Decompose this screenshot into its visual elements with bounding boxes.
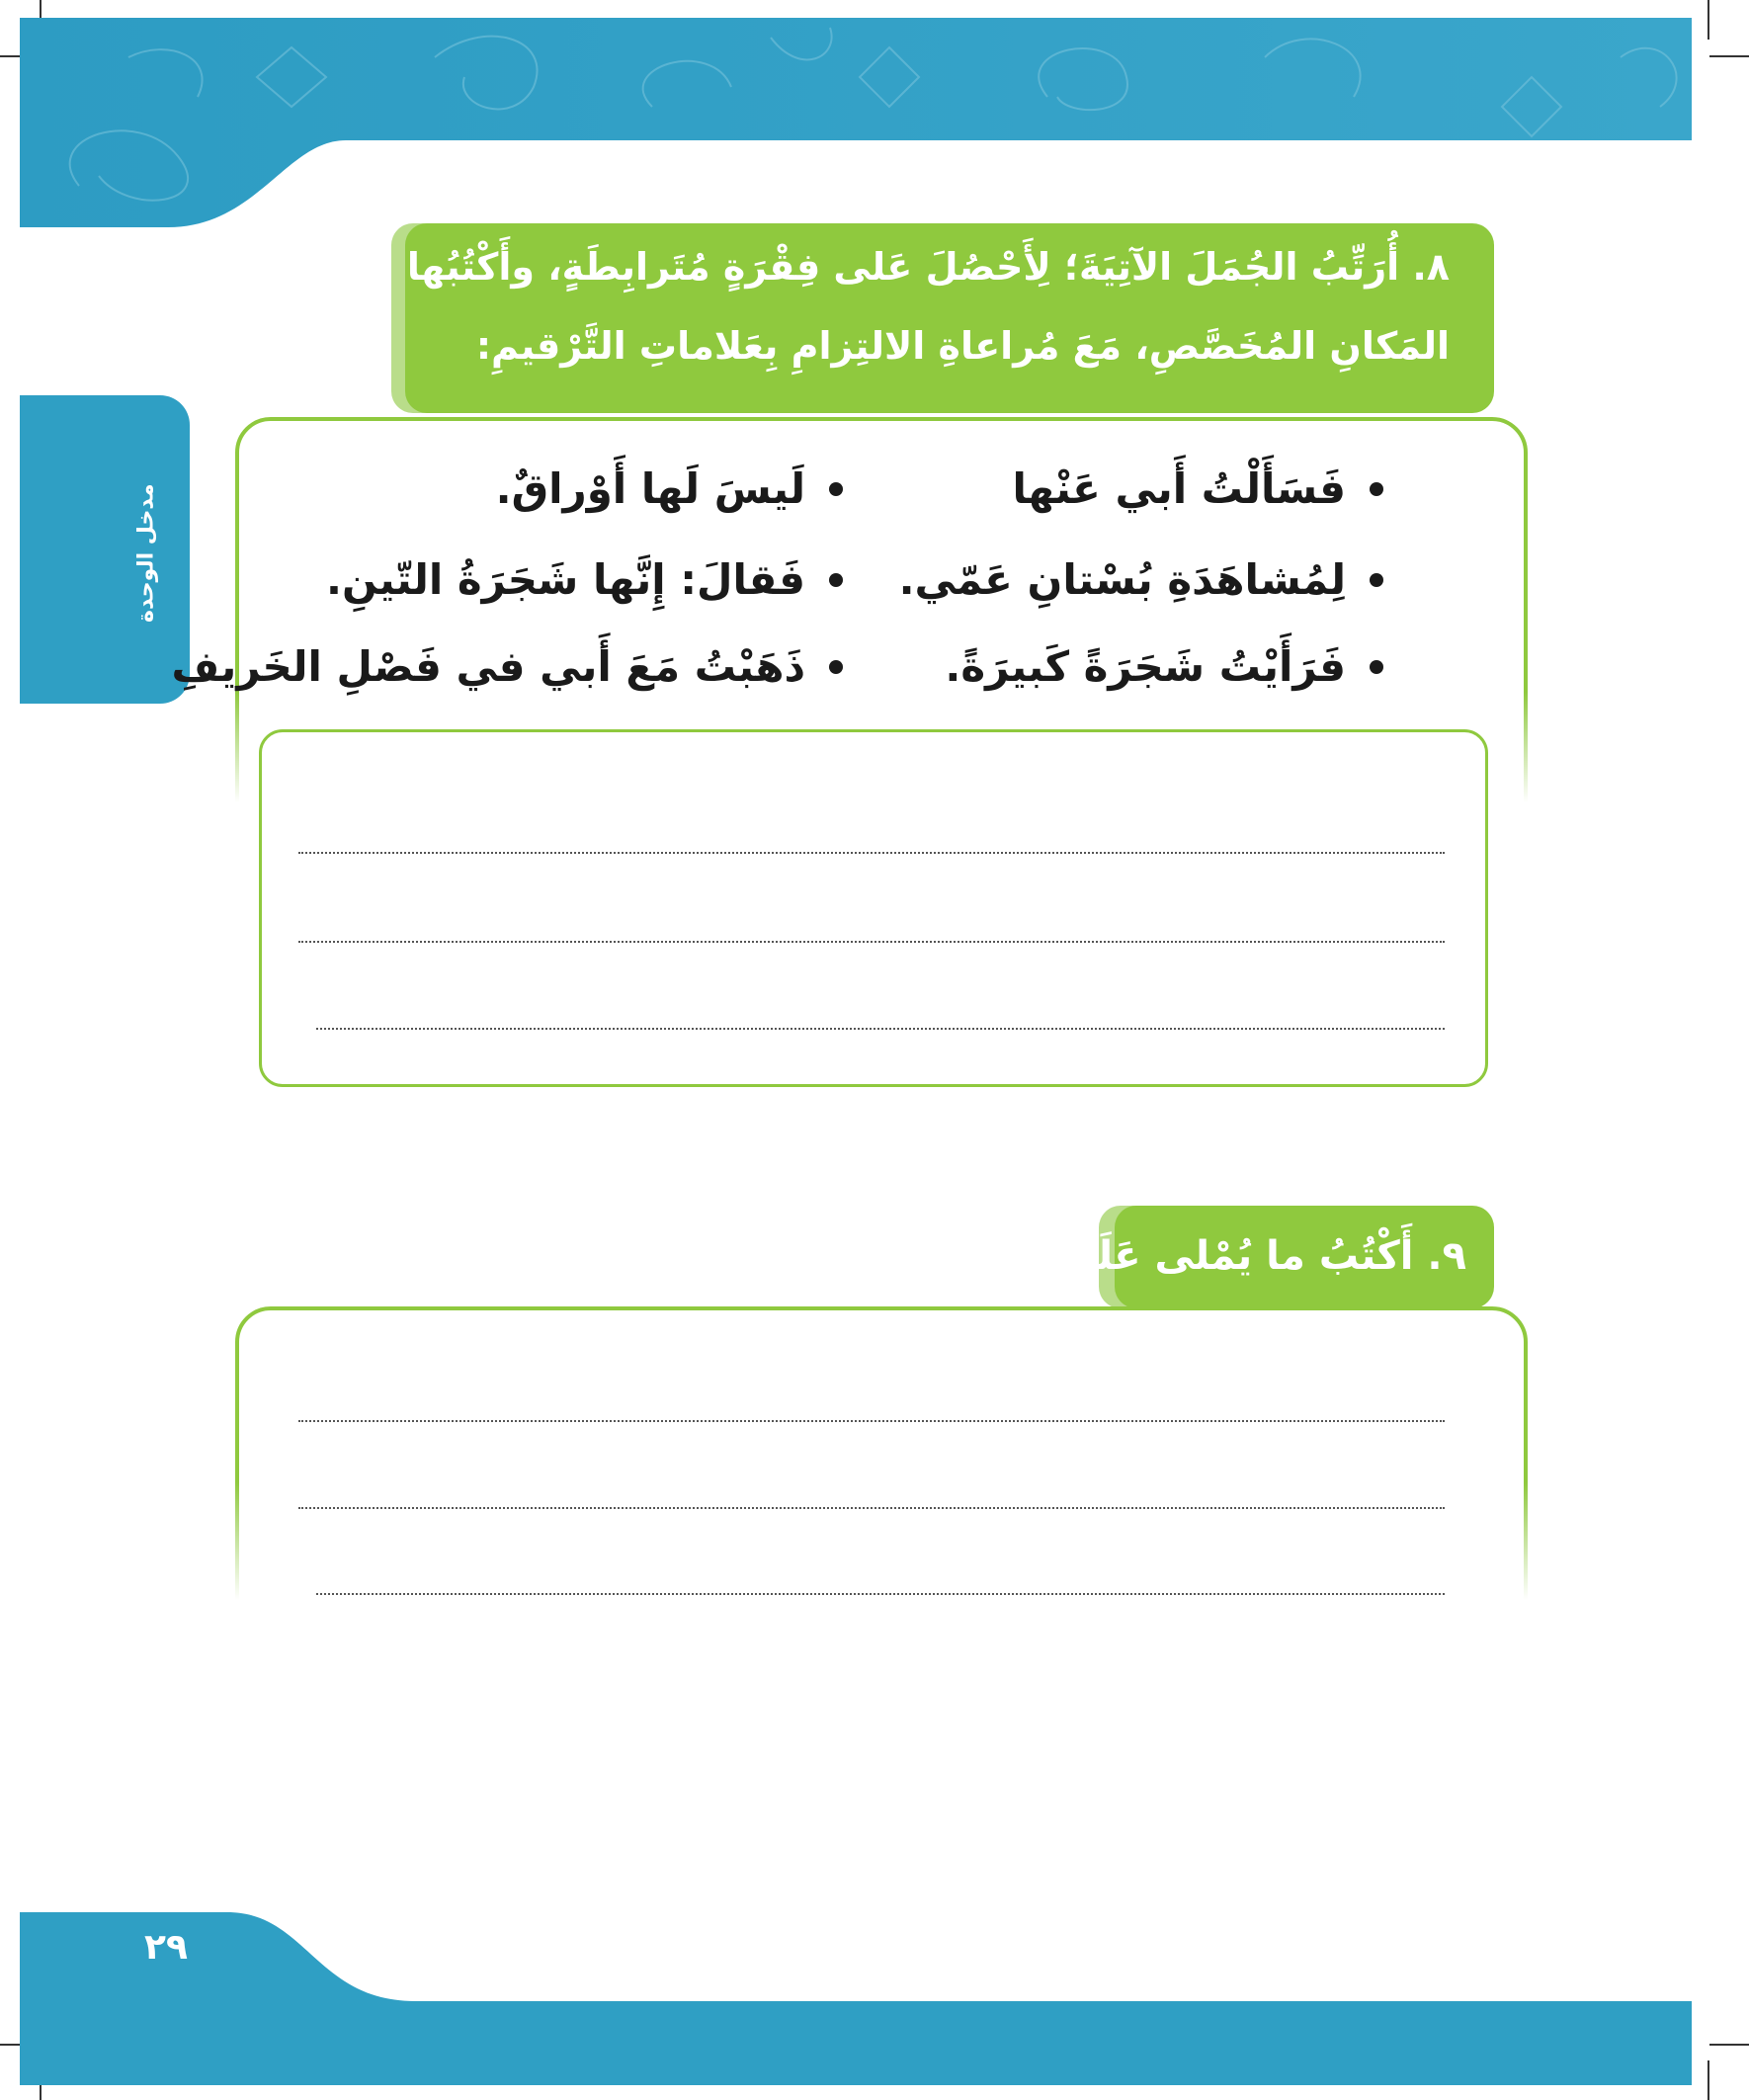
q8-answer-box[interactable] [259,729,1488,1087]
sentence-item: فَقالَ: إِنَّها شَجَرَةُ التّينِ. [326,555,843,604]
q8-instruction-banner [331,223,1494,413]
crop-mark [1707,0,1709,40]
sentence-item: ذَهَبْتُ مَعَ أَبي في فَصْلِ الخَريفِ [172,642,843,691]
unit-side-tab-label: مدخل الوحدة [133,483,159,624]
answer-line[interactable] [316,1593,1445,1595]
q9-title: ٩. أَكْتُبُ ما يُمْلى عَلَيَّ: [1041,1233,1466,1279]
bullet-icon [829,660,843,674]
bullet-icon [829,573,843,587]
sentence-item: فَسَأَلْتُ أَبي عَنْها [1013,464,1383,513]
sentence-item: فَرَأَيْتُ شَجَرَةً كَبيرَةً. [945,642,1383,691]
bullet-icon [829,482,843,496]
bullet-icon [1370,482,1383,496]
answer-line[interactable] [298,1420,1445,1422]
crop-mark [1707,2060,1709,2100]
answer-line[interactable] [298,852,1445,854]
answer-line[interactable] [298,1507,1445,1509]
sentence-item: لِمُشاهَدَةِ بُسْتانِ عَمّي. [899,555,1383,604]
footer-band [20,1912,1692,2085]
bullet-icon [1370,660,1383,674]
answer-line[interactable] [316,1028,1445,1030]
answer-line[interactable] [298,941,1445,943]
sentence-item: لَيسَ لَها أَوْراقٌ. [496,464,843,513]
bullet-icon [1370,573,1383,587]
crop-mark [1709,55,1749,57]
q9-title-banner [1041,1206,1494,1308]
header-band [20,18,1692,227]
q8-instruction-line-2: المَكانِ المُخَصَّصِ، مَعَ مُراعاةِ الالتِزامِ بِعَلاماتِ التَّرْقيمِ: [475,324,1450,368]
crop-mark [1709,2044,1749,2046]
q8-instruction-line-1: ٨. أُرَتِّبُ الجُمَلَ الآتِيَةَ؛ لِأَحْصُلَ عَلى فِقْرَةٍ مُتَرابِطَةٍ، وأَكْتُبُها في [331,245,1450,289]
page-number: ٢٩ [144,1927,188,1968]
